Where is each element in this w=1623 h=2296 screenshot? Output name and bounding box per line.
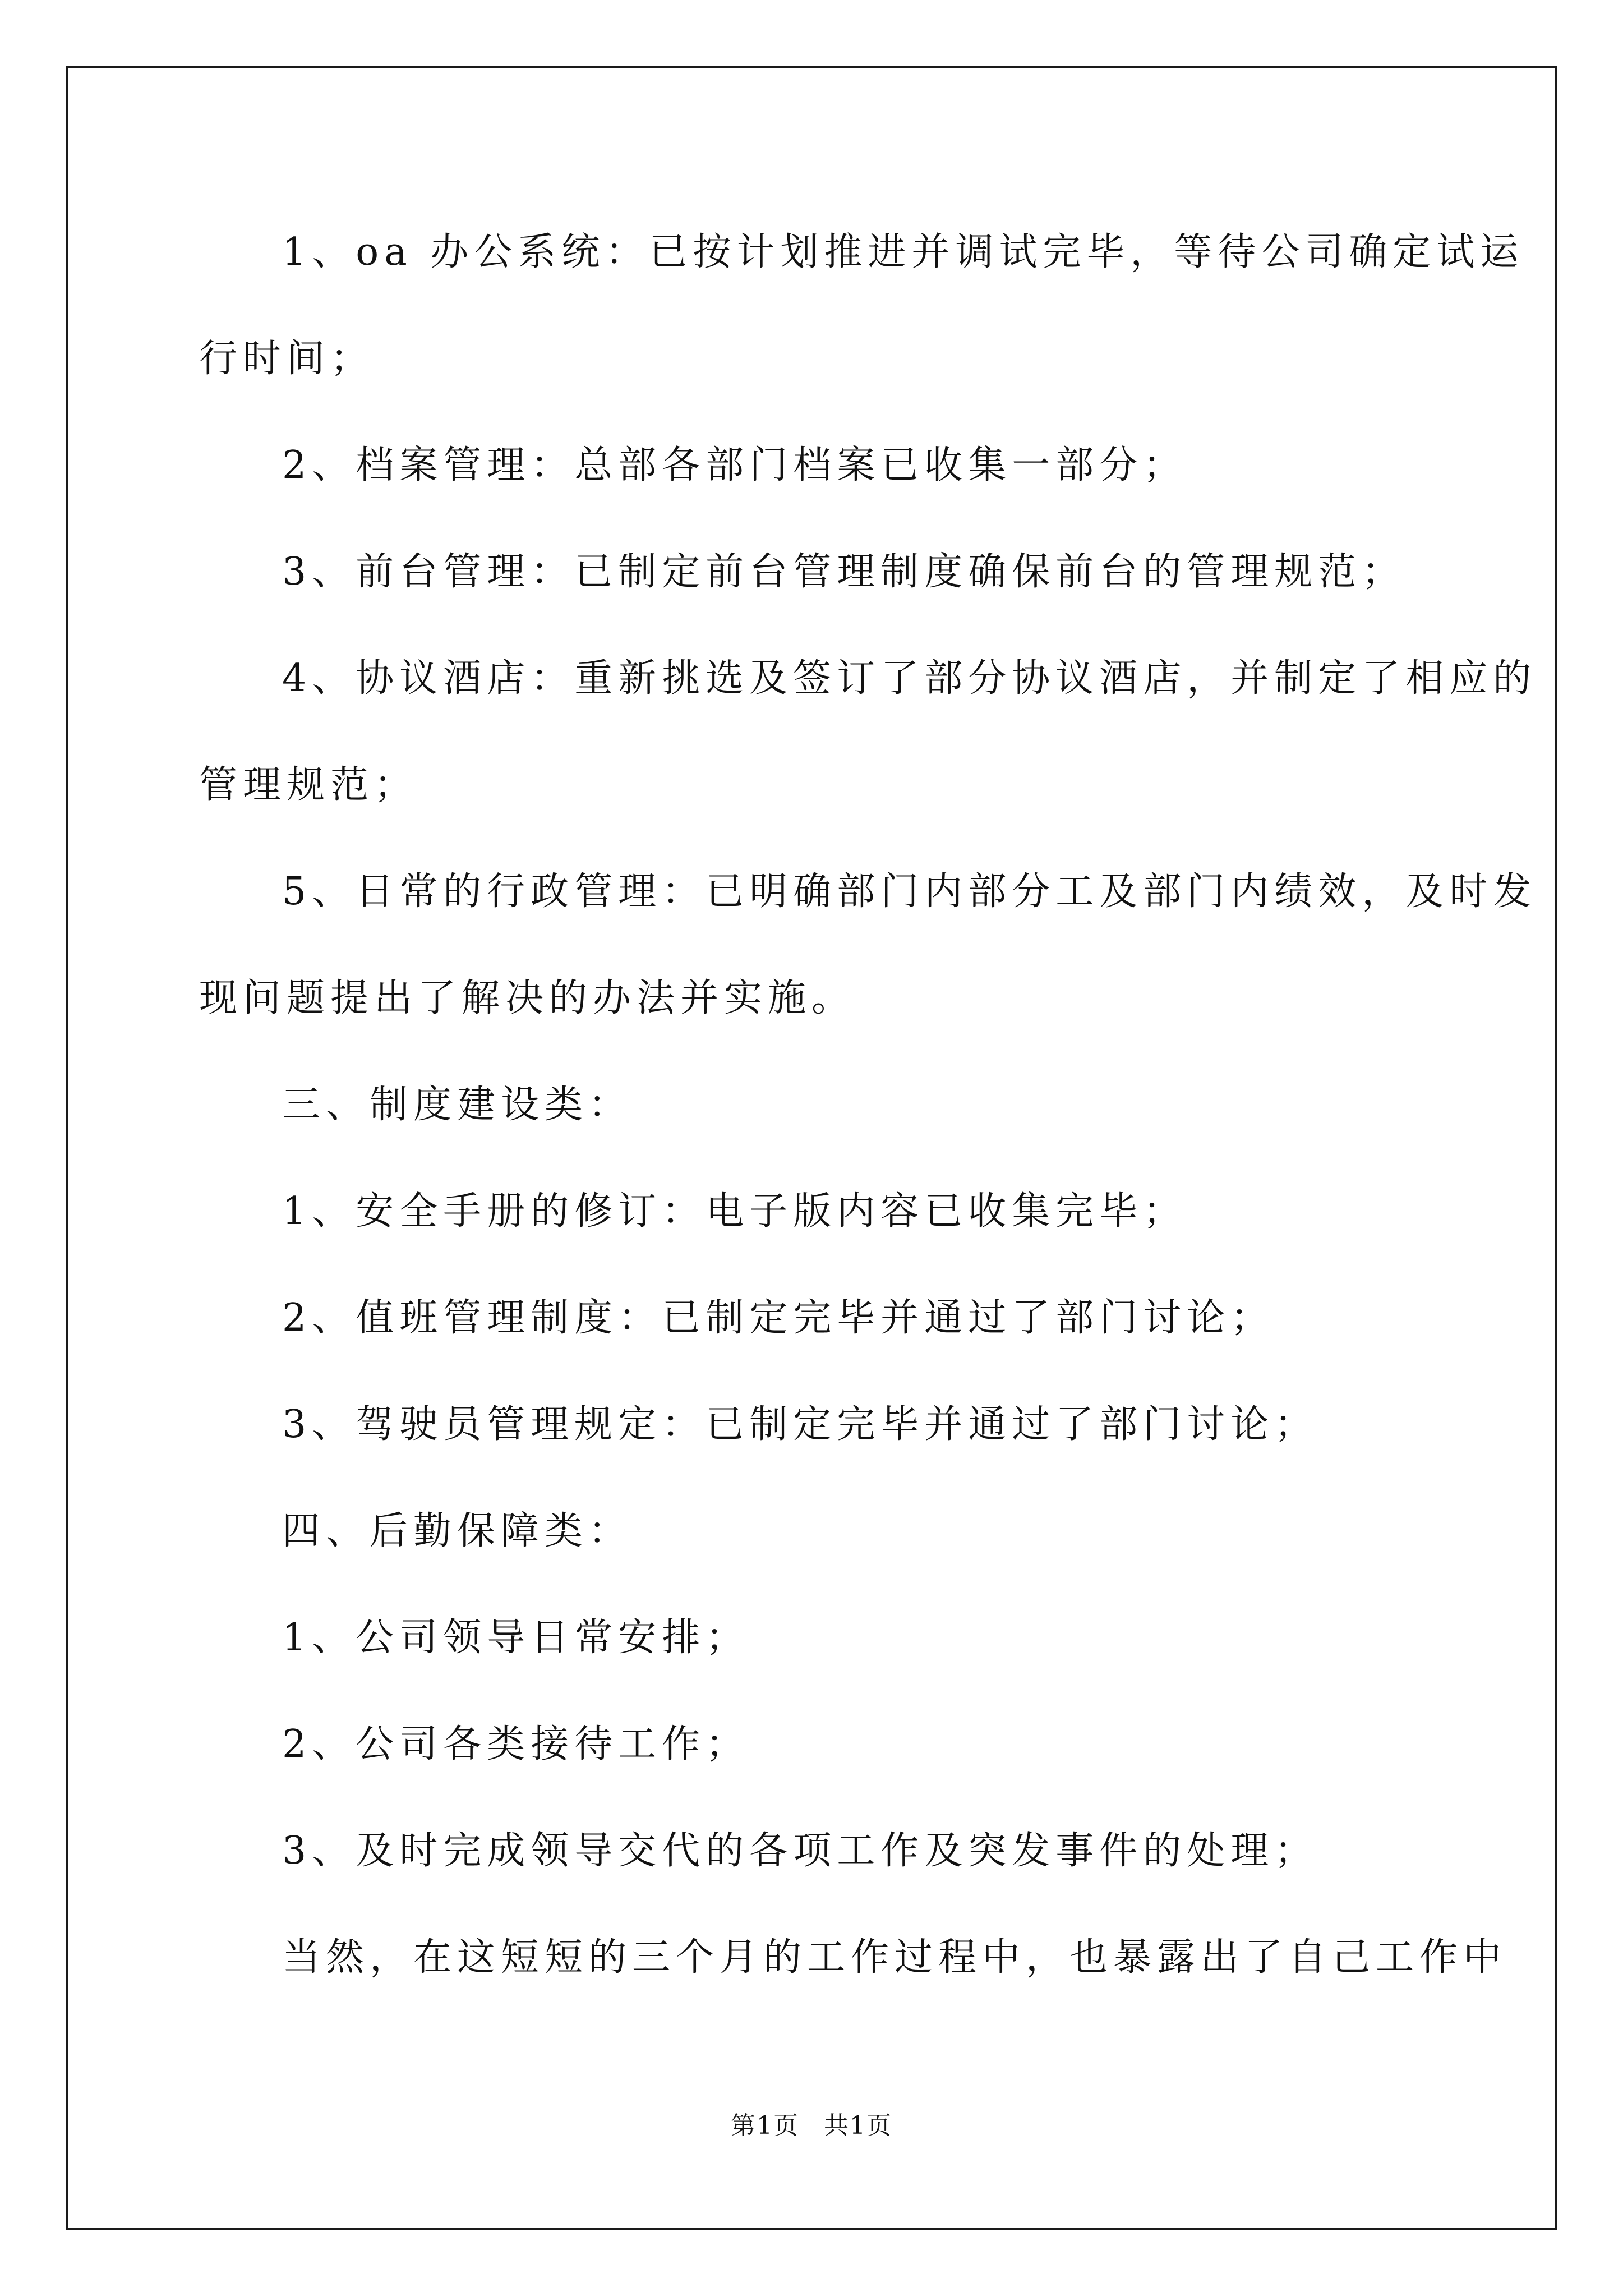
text-line: 2、公司各类接待工作； [282, 1722, 750, 1766]
text-line: 4、协议酒店：重新挑选及签订了部分协议酒店，并制定了相应的 [282, 656, 1537, 701]
text-line: 1、安全手册的修订：电子版内容已收集完毕； [282, 1189, 1187, 1234]
text-line: 2、值班管理制度：已制定完毕并通过了部门讨论； [282, 1296, 1275, 1340]
text-line: 3、前台管理：已制定前台管理制度确保前台的管理规范； [282, 550, 1406, 594]
page-number-current: 第1页 [731, 2111, 799, 2140]
text-line: 行时间； [199, 337, 375, 381]
text-line: 3、及时完成领导交代的各项工作及突发事件的处理； [282, 1829, 1318, 1873]
text-line: 3、驾驶员管理规定：已制定完毕并通过了部门讨论； [282, 1402, 1318, 1447]
text-line: 2、档案管理：总部各部门档案已收集一部分； [282, 443, 1187, 487]
text-line: 现问题提出了解决的办法并实施。 [199, 976, 856, 1020]
page-border [66, 66, 1557, 2230]
page-number-total: 共1页 [824, 2111, 892, 2140]
page-footer [0, 2110, 1623, 2142]
section-heading: 三、制度建设类： [282, 1083, 633, 1127]
text-line: 当然，在这短短的三个月的工作过程中，也暴露出了自己工作中 [282, 1935, 1507, 1980]
text-line: 1、公司领导日常安排； [282, 1616, 750, 1660]
text-line: 管理规范； [199, 763, 418, 807]
section-heading: 四、后勤保障类： [282, 1509, 633, 1553]
text-line: 1、oa 办公系统：已按计划推进并调试完毕，等待公司确定试运 [282, 230, 1524, 274]
text-line: 5、日常的行政管理：已明确部门内部分工及部门内绩效，及时发 [282, 869, 1537, 914]
